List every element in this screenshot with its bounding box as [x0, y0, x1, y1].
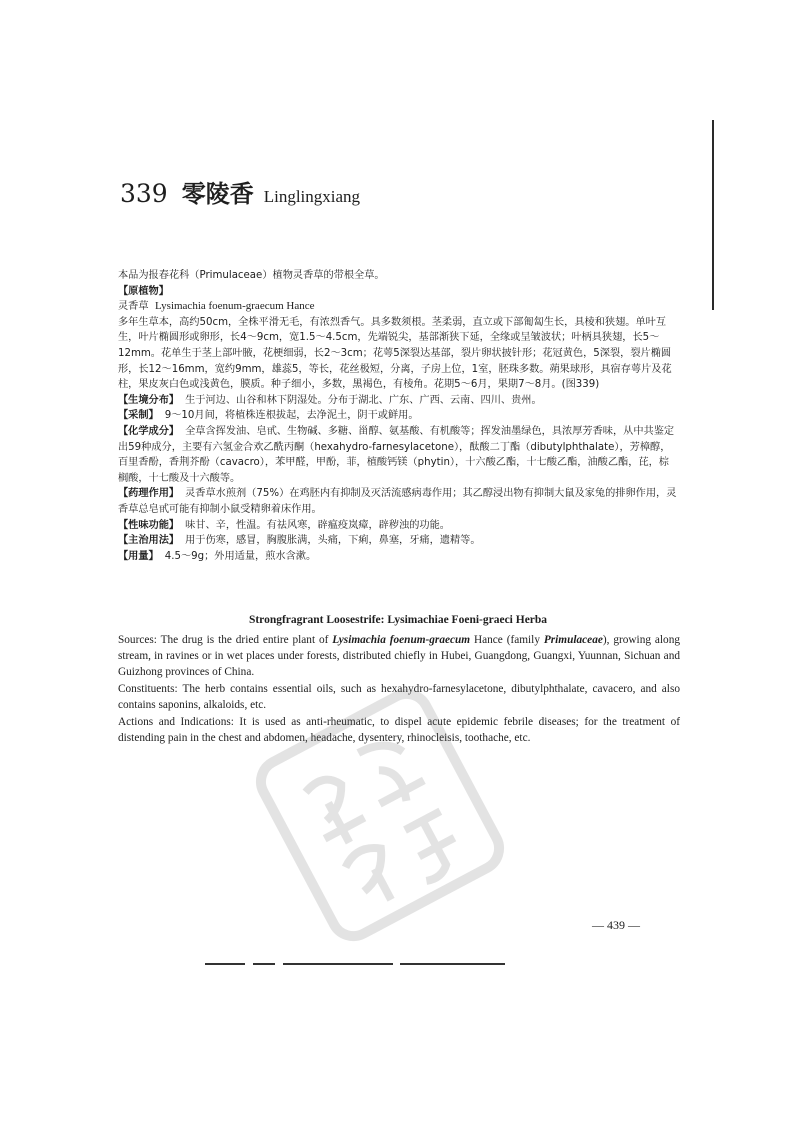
english-constituents: Constituents: The herb contains essential oils, such as hexahydro-farnesylacetone, dibutylphthalate, cavacero, and also contains saponins, alkaloids, etc.: [118, 683, 680, 711]
scan-edge-line: [712, 120, 714, 310]
english-title: Strongfragrant Loosestrife: Lysimachiae Foeni-graeci Herba: [248, 614, 548, 626]
section-text: 用于伤寒，感冒，胸腹胀满，头痛，下痢，鼻塞，牙痛，遗精等。: [185, 535, 481, 547]
section-dosage: [118, 549, 678, 565]
section-text: 9～10月间，将植株连根拔起，去净泥土，阴干或鲜用。: [164, 410, 419, 422]
entry-number: 339: [120, 179, 168, 208]
section-text: 全草含挥发油、皂甙、生物碱、多糖、甾醇、氨基酸、有机酸等；挥发油墨绿色，具浓厚芳香味，从中共鉴定出59种成分，主要有六氢金合欢乙酰丙酮（hexahydro-farnesylacetone），酞酸二丁酯（dibutylphthalate），芳樟醇，百里香酚，香荆芥酚（cavacro），苯甲醛，甲酚，菲，植酸钙镁（phytin），十六酸乙酯，十七酸乙酯，油酸乙酯，芘，棕榈酸，十七酸及十六酸等。: [118, 425, 675, 484]
chinese-text-block: [118, 268, 678, 564]
section-pharmacology: [118, 486, 678, 517]
page-number: — 439 —: [592, 918, 640, 932]
plant-latin-name: Lysimachia foenum-graecum Hance: [155, 300, 315, 313]
section-text: 味甘、辛，性温。有祛风寒，辟瘟疫岚瘴，辟秽浊的功能。: [185, 519, 450, 531]
section-chemistry: [118, 424, 678, 486]
english-actions: Actions and Indications: It is used as anti-rheumatic, to dispel acute epidemic febrile diseases; for the treatment of distending pain in the chest and abdomen, headache, dysentery, rhinocleisis, toothache, etc.: [118, 716, 680, 744]
sources-text: Hance (family: [470, 634, 544, 646]
section-label: 【主治用法】: [118, 535, 180, 547]
section-text: 灵香草水煎剂（75%）在鸡胚内有抑制及灭活流感病毒作用；其乙醇浸出物有抑制大鼠及家兔的排卵作用，灵香草总皂甙可能有抑制小鼠受精卵着床作用。: [118, 488, 677, 515]
section-properties: [118, 518, 678, 534]
section-habitat: [118, 393, 678, 409]
english-sources: [118, 632, 680, 680]
intro-paragraph: 本品为报春花科（Primulaceae）植物灵香草的带根全草。: [118, 270, 385, 281]
section-text: 生于河边、山谷和林下阴湿处。分布于湖北、广东、广西、云南、四川、贵州。: [185, 394, 542, 406]
footer-rule: [205, 963, 505, 965]
section-label: 【性味功能】: [118, 519, 180, 531]
sources-text: Sources: The drug is the dried entire plant of: [118, 634, 333, 646]
section-text: 4.5～9g；外用适量，煎水含漱。: [164, 550, 317, 562]
plant-name-line: [118, 299, 678, 315]
section-label: 【生境分布】: [118, 394, 180, 406]
entry-name-pinyin: Linglingxiang: [263, 187, 361, 206]
plant-description: 多年生草本，高约50cm，全株平滑无毛，有浓烈香气。具多数须根。茎柔弱，直立或下部匍匐生长，具棱和狭翅。单叶互生，叶片椭圆形或卵形，长4～9cm，宽1.5～4.5cm，先端锐尖，基部渐狭下延，全缘或呈皱波状；叶柄具狭翅，长5～12mm。花单生于茎上部叶腋，花梗细弱，长2～3cm；花萼5深裂达基部，裂片卵状披针形；花冠黄色，5深裂，裂片椭圆形，长12～16mm，宽约9mm，雄蕊5，等长，花丝极短，分离，子房上位，1室，胚珠多数。蒴果球形，具宿存萼片及花柱，果皮灰白色或浅黄色，膜质。种子细小，多数，黑褐色，有棱角。花期5～6月，果期7～8月。(图339): [118, 316, 672, 391]
section-indications: [118, 533, 678, 549]
plant-name: 灵香草: [118, 301, 149, 313]
plant-heading: 【原植物】: [118, 285, 169, 297]
section-label: 【化学成分】: [118, 425, 180, 437]
section-label: 【采制】: [118, 410, 159, 422]
entry-title: [120, 176, 360, 215]
entry-name-chinese: 零陵香: [181, 180, 254, 208]
sources-text: ), growing along stream, in ravines or in wet places under forests, distributed chiefly in Hubei, Guangdong, Guangxi, Yuunnan, Sichuan and Guizhong provinces of China.: [118, 634, 680, 678]
section-collection: [118, 408, 678, 424]
family-name: Primulaceae: [543, 634, 603, 646]
section-label: 【药理作用】: [118, 488, 180, 500]
species-name: Lysimachia foenum-graecum: [332, 634, 471, 646]
section-label: 【用量】: [118, 550, 159, 562]
